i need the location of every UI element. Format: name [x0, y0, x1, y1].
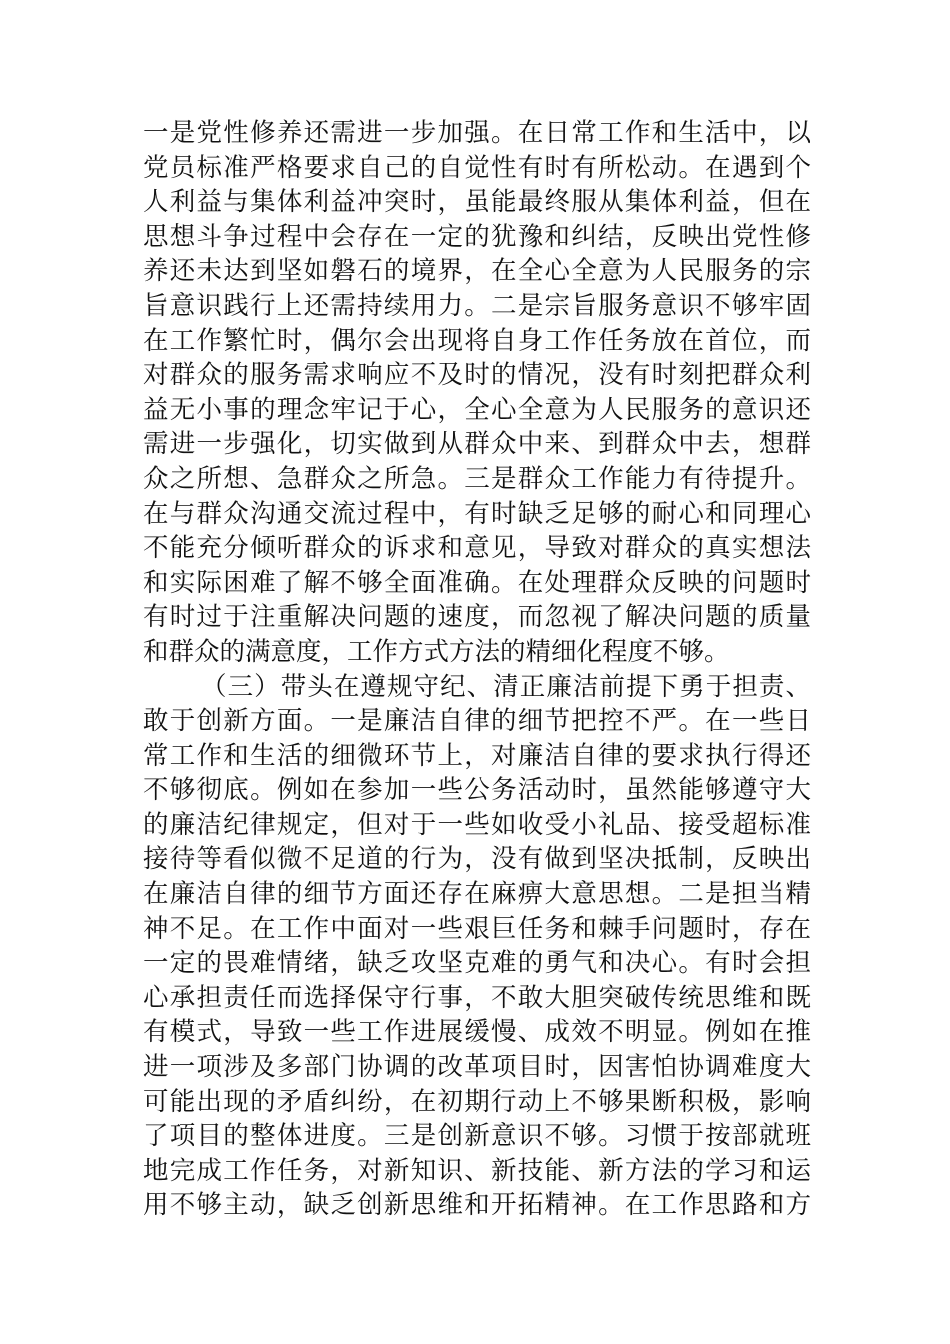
text-line: 的廉洁纪律规定，但对于一些如收受小礼品、接受超标准 — [143, 809, 811, 840]
text-line: 不能充分倾听群众的诉求和意见，导致对群众的真实想法 — [143, 533, 811, 564]
text-line: 不够彻底。例如在参加一些公务活动时，虽然能够遵守大 — [143, 775, 811, 806]
text-line: 可能出现的矛盾纠纷，在初期行动上不够果断积极，影响 — [143, 1086, 811, 1117]
text-line: 旨意识践行上还需持续用力。二是宗旨服务意识不够牢固 — [143, 290, 811, 321]
text-line: 需进一步强化，切实做到从群众中来、到群众中去，想群 — [143, 429, 811, 460]
text-line: 用不够主动，缺乏创新思维和开拓精神。在工作思路和方 — [143, 1190, 811, 1221]
text-line: 神不足。在工作中面对一些艰巨任务和棘手问题时，存在 — [143, 913, 811, 944]
text-line: 了项目的整体进度。三是创新意识不够。习惯于按部就班 — [143, 1121, 811, 1152]
paragraph-end-line: 和群众的满意度，工作方式方法的精细化程度不够。 — [143, 636, 730, 667]
text-line: 心承担责任而选择保守行事，不敢大胆突破传统思维和既 — [143, 982, 811, 1013]
text-line: 在与群众沟通交流过程中，有时缺乏足够的耐心和同理心 — [143, 498, 811, 529]
section-heading-line: （三）带头在遵规守纪、清正廉洁前提下勇于担责、 — [201, 671, 811, 702]
text-line: 人利益与集体利益冲突时，虽能最终服从集体利益，但在 — [143, 187, 811, 218]
text-line: 思想斗争过程中会存在一定的犹豫和纠结，反映出党性修 — [143, 221, 811, 252]
text-line: 进一项涉及多部门协调的改革项目时，因害怕协调难度大 — [143, 1052, 811, 1083]
text-line: 敢于创新方面。一是廉洁自律的细节把控不严。在一些日 — [143, 706, 811, 737]
text-line: 党员标准严格要求自己的自觉性有时有所松动。在遇到个 — [143, 152, 811, 183]
text-line: 对群众的服务需求响应不及时的情况，没有时刻把群众利 — [143, 360, 811, 391]
text-line: 有模式，导致一些工作进展缓慢、成效不明显。例如在推 — [143, 1017, 811, 1048]
text-line: 在廉洁自律的细节方面还存在麻痹大意思想。二是担当精 — [143, 879, 811, 910]
text-line: 一定的畏难情绪，缺乏攻坚克难的勇气和决心。有时会担 — [143, 948, 811, 979]
text-line: 常工作和生活的细微环节上，对廉洁自律的要求执行得还 — [143, 740, 811, 771]
text-line: 地完成工作任务，对新知识、新技能、新方法的学习和运 — [143, 1155, 811, 1186]
text-line: 在工作繁忙时，偶尔会出现将自身工作任务放在首位，而 — [143, 325, 811, 356]
text-line: 有时过于注重解决问题的速度，而忽视了解决问题的质量 — [143, 602, 811, 633]
body-text — [143, 116, 811, 1223]
text-line: 接待等看似微不足道的行为，没有做到坚决抵制，反映出 — [143, 844, 811, 875]
text-line: 益无小事的理念牢记于心，全心全意为人民服务的意识还 — [143, 394, 811, 425]
text-line: 养还未达到坚如磐石的境界，在全心全意为人民服务的宗 — [143, 256, 811, 287]
text-line: 一是党性修养还需进一步加强。在日常工作和生活中，以 — [143, 118, 811, 148]
text-line: 和实际困难了解不够全面准确。在处理群众反映的问题时 — [143, 567, 811, 598]
text-line: 众之所想、急群众之所急。三是群众工作能力有待提升。 — [143, 463, 811, 494]
